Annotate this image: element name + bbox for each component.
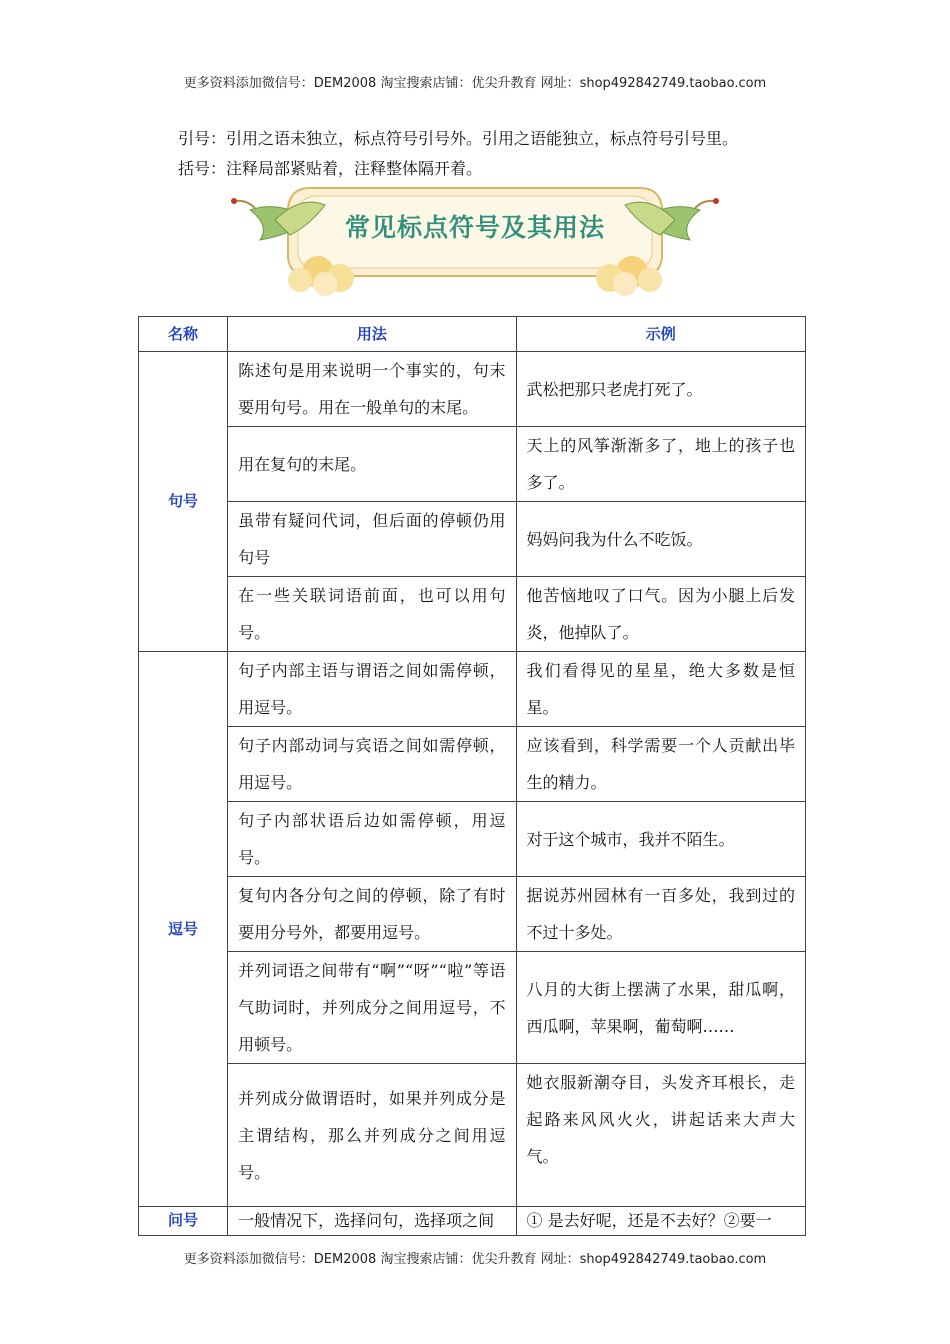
page-header: 更多资料添加微信号：DEM2008 淘宝搜索店铺：优尖升教育 网址：shop492842749.taobao.com <box>183 76 767 91</box>
intro-block <box>178 124 828 184</box>
example-cell: 他苦恼地叹了口气。因为小腿上后发炎，他掉队了。 <box>516 577 805 652</box>
table-row <box>139 1207 806 1236</box>
bracket-rule-line: 括号：注释局部紧贴着，注释整体隔开着。 <box>178 159 483 178</box>
table-header-row <box>139 317 806 352</box>
example-cell: ① 是去好呢，还是不去好？②要一 <box>516 1207 805 1236</box>
punct-name-period: 句号 <box>139 352 228 652</box>
example-cell: 据说苏州园林有一百多处，我到过的不过十多处。 <box>516 877 805 952</box>
table-row <box>139 577 806 652</box>
table-row <box>139 877 806 952</box>
usage-cell: 一般情况下，选择问句，选择项之间 <box>228 1207 516 1236</box>
table-row <box>139 802 806 877</box>
example-cell: 应该看到，科学需要一个人贡献出毕生的精力。 <box>516 727 805 802</box>
usage-cell: 在一些关联词语前面，也可以用句号。 <box>228 577 516 652</box>
usage-cell: 句子内部主语与谓语之间如需停顿，用逗号。 <box>228 652 516 727</box>
usage-cell: 句子内部动词与宾语之间如需停顿，用逗号。 <box>228 727 516 802</box>
usage-cell: 虽带有疑问代词，但后面的停顿仍用句号 <box>228 502 516 577</box>
example-cell: 武松把那只老虎打死了。 <box>516 352 805 427</box>
table-row <box>139 652 806 727</box>
example-cell: 天上的风筝渐渐多了，地上的孩子也多了。 <box>516 427 805 502</box>
example-cell: 对于这个城市，我并不陌生。 <box>516 802 805 877</box>
usage-cell: 陈述句是用来说明一个事实的，句末要用句号。用在一般单句的末尾。 <box>228 352 516 427</box>
usage-cell: 句子内部状语后边如需停顿，用逗号。 <box>228 802 516 877</box>
punct-name-question: 问号 <box>139 1207 228 1236</box>
page-footer: 更多资料添加微信号：DEM2008 淘宝搜索店铺：优尖升教育 网址：shop492842749.taobao.com <box>183 1252 767 1267</box>
quote-rule-line: 引号：引用之语未独立，标点符号引号外。引用之语能独立，标点符号引号里。 <box>178 129 739 148</box>
punctuation-table <box>138 316 806 1236</box>
table-row <box>139 952 806 1064</box>
example-cell: 妈妈问我为什么不吃饭。 <box>516 502 805 577</box>
example-cell: 她衣服新潮夺目，头发齐耳根长，走起路来风风火火，讲起话来大声大气。 <box>516 1064 805 1207</box>
table-row <box>139 352 806 427</box>
header-example: 示例 <box>516 317 805 352</box>
example-cell: 八月的大街上摆满了水果，甜瓜啊，西瓜啊，苹果啊，葡萄啊…… <box>516 952 805 1064</box>
table-row <box>139 427 806 502</box>
table-row <box>139 1064 806 1207</box>
table-row <box>139 727 806 802</box>
header-usage: 用法 <box>228 317 516 352</box>
punct-name-comma: 逗号 <box>139 652 228 1207</box>
section-banner <box>230 180 720 300</box>
example-cell: 我们看得见的星星，绝大多数是恒星。 <box>516 652 805 727</box>
banner-title: 常见标点符号及其用法 <box>344 213 605 242</box>
usage-cell: 并列成分做谓语时，如果并列成分是主谓结构，那么并列成分之间用逗号。 <box>228 1064 516 1207</box>
usage-cell: 用在复句的末尾。 <box>228 427 516 502</box>
header-name: 名称 <box>139 317 228 352</box>
usage-cell: 并列词语之间带有“啊”“呀”“啦”等语气助词时，并列成分之间用逗号，不用顿号。 <box>228 952 516 1064</box>
usage-cell: 复句内各分句之间的停顿，除了有时要用分号外，都要用逗号。 <box>228 877 516 952</box>
table-row <box>139 502 806 577</box>
